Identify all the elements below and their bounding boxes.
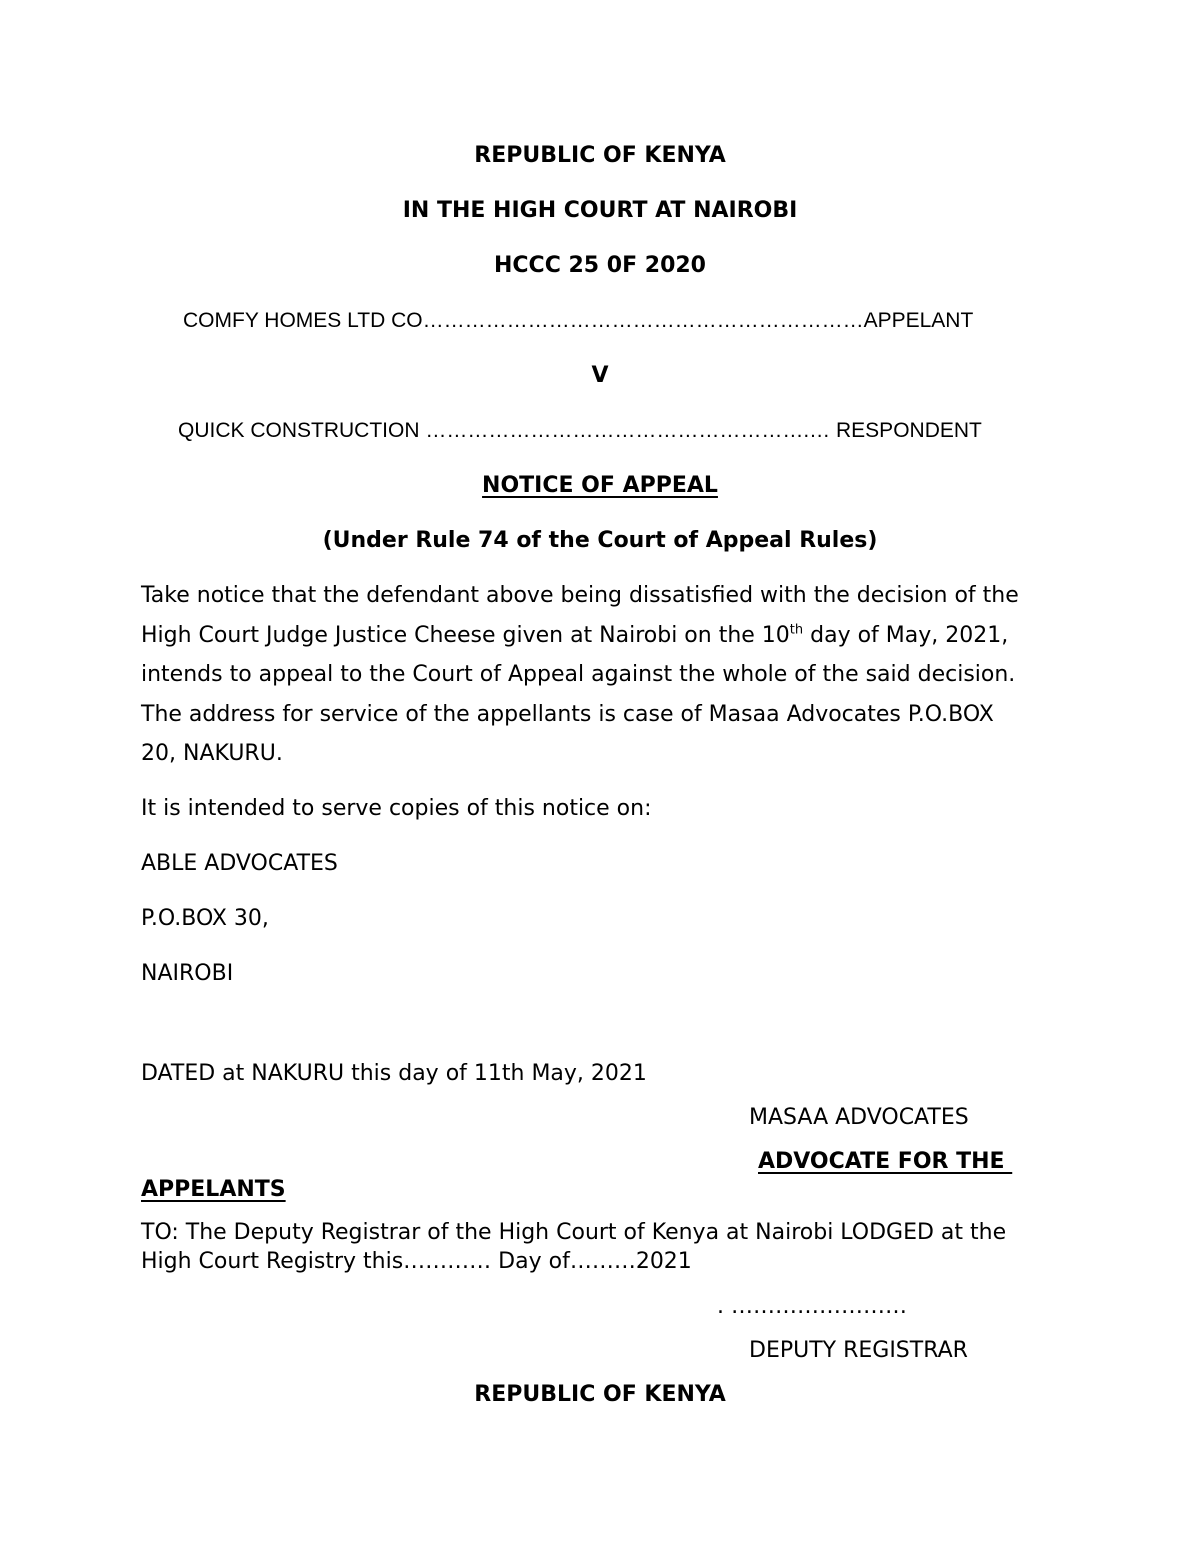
registrar-signature-dots: . …………………… xyxy=(717,1294,907,1319)
addressee-name: ABLE ADVOCATES xyxy=(141,851,338,876)
footer-republic: REPUBLIC OF KENYA xyxy=(474,1382,726,1407)
dated-line: DATED at NAKURU this day of 11th May, 2021 xyxy=(141,1061,647,1086)
registrar-title: DEPUTY REGISTRAR xyxy=(749,1338,968,1363)
lodging-line-2: High Court Registry this………… Day of………2021 xyxy=(141,1249,692,1274)
header-case-number: HCCC 25 0F 2020 xyxy=(493,253,706,278)
body-paragraph-2: It is intended to serve copies of this notice on: xyxy=(141,796,652,821)
body-paragraph-1-line-3: intends to appeal to the Court of Appeal against the whole of the said decision. xyxy=(141,662,1016,687)
body-paragraph-1-line-2 xyxy=(141,622,1009,648)
respondent-line: QUICK CONSTRUCTION ……………………………………………….… RESPONDENT xyxy=(178,419,982,442)
body-paragraph-1-line-4: The address for service of the appellants is case of Masaa Advocates P.O.BOX xyxy=(141,702,994,727)
rule-subtitle: (Under Rule 74 of the Court of Appeal Rules) xyxy=(322,528,878,553)
addressee-city: NAIROBI xyxy=(141,961,234,986)
header-republic: REPUBLIC OF KENYA xyxy=(474,143,726,168)
signature-role-line-1: ADVOCATE FOR THE xyxy=(758,1149,1013,1174)
versus: V xyxy=(591,363,609,388)
appellant-line: COMFY HOMES LTD CO………………………………………………………APPELANT xyxy=(183,309,974,332)
signature-firm: MASAA ADVOCATES xyxy=(749,1105,969,1130)
notice-title: NOTICE OF APPEAL xyxy=(482,473,718,498)
body-paragraph-1-line-1: Take notice that the defendant above being dissatisfied with the decision of the xyxy=(141,583,1019,608)
body-line-2-text-end: day of May, 2021, xyxy=(803,623,1009,648)
body-paragraph-1-line-5: 20, NAKURU. xyxy=(141,741,283,766)
signature-role-line-2: APPELANTS xyxy=(141,1177,286,1202)
addressee-box: P.O.BOX 30, xyxy=(141,906,269,931)
header-court: IN THE HIGH COURT AT NAIROBI xyxy=(402,198,798,223)
ordinal-suffix: th xyxy=(789,622,804,638)
body-line-2-text: High Court Judge Justice Cheese given at Nairobi on the 10 xyxy=(141,623,790,648)
lodging-line-1: TO: The Deputy Registrar of the High Court of Kenya at Nairobi LODGED at the xyxy=(141,1220,1007,1245)
